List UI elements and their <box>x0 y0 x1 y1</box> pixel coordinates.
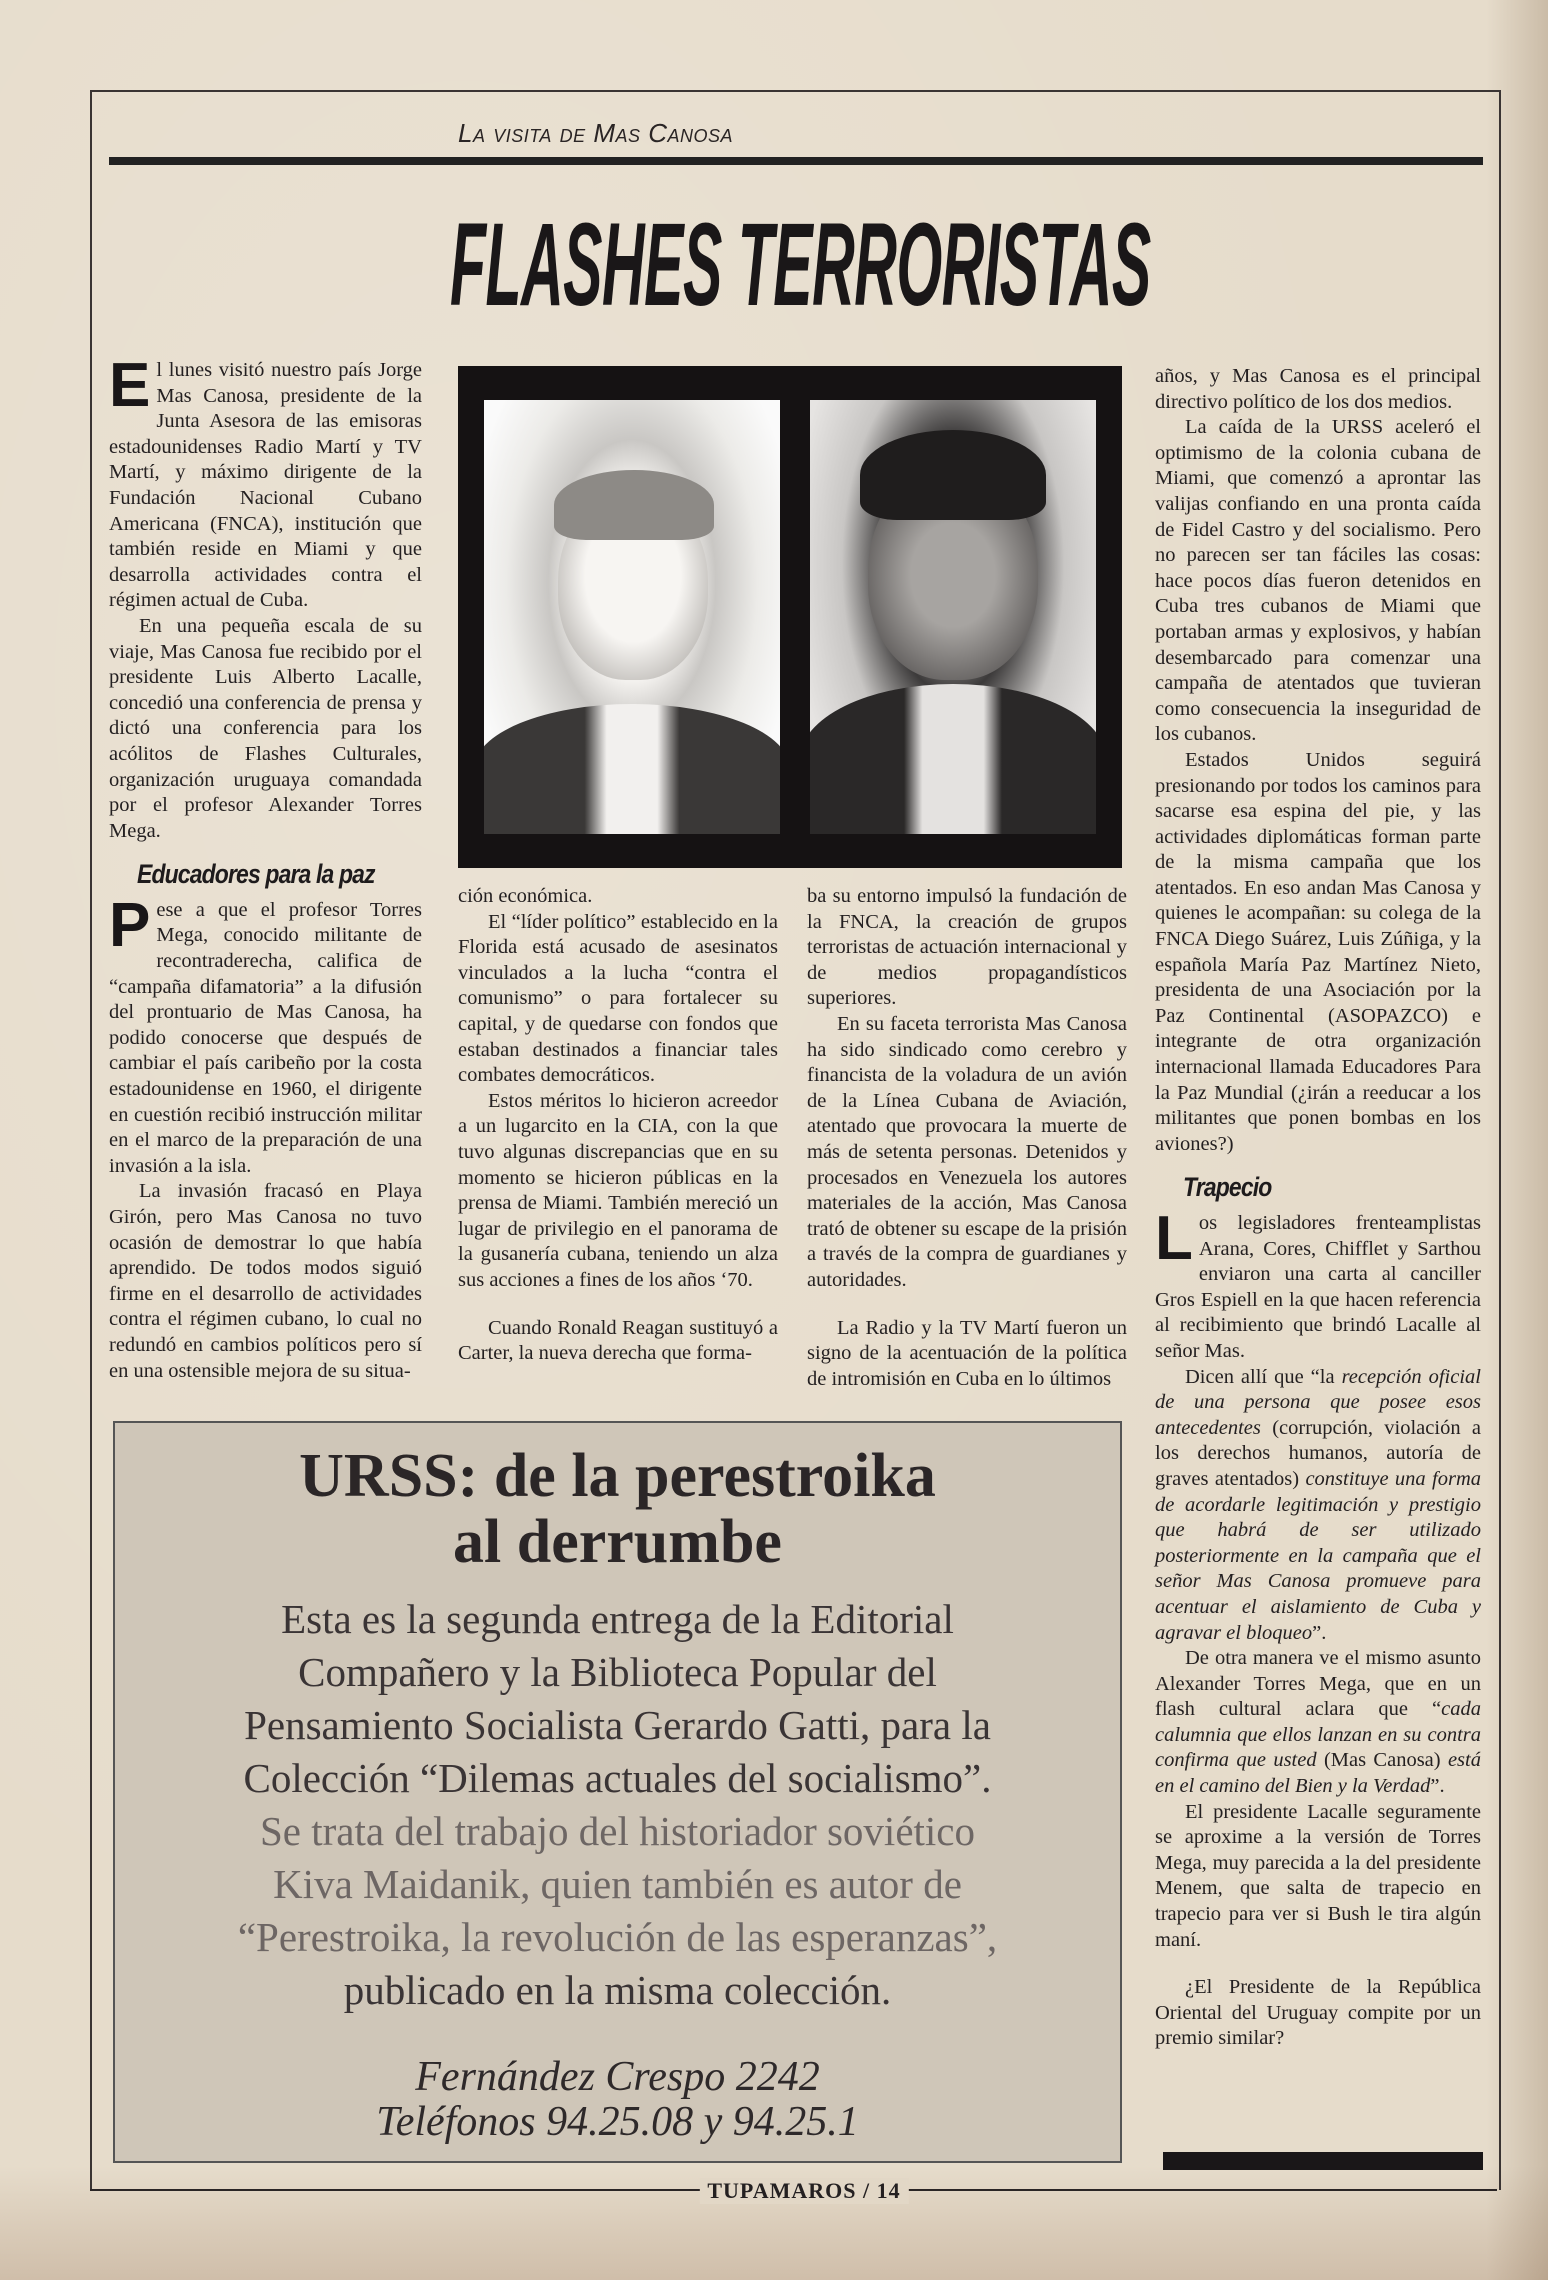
text-run: De otra manera ve el mismo asunto Alexander Torres Mega, que en un flash cultural aclara que “ <box>1155 1647 1481 1721</box>
text-run: (corrupción, violación a los derechos humanos, autoría de graves atentados) <box>1155 1416 1481 1490</box>
article-column-3 <box>807 884 1127 1392</box>
quote-italic: cada calumnia que ellos lanzan en su contra confirma que usted <box>1155 1698 1481 1772</box>
ad-body-line: Esta es la segunda entrega de la Editorial <box>281 1596 954 1642</box>
photo-panel <box>458 366 1122 868</box>
quote-italic: recepción oficial de una persona que posee esos antecedentes <box>1155 1365 1481 1439</box>
advertisement-box <box>113 1421 1122 2163</box>
paragraph: ¿El Presidente de la República Oriental del Uruguay compite por un premio similar? <box>1155 1976 1481 2050</box>
ad-body-line: publicado en la misma colección. <box>343 1967 892 2013</box>
paragraph: años, y Mas Canosa es el principal directivo político de los dos medios. <box>1155 365 1481 413</box>
article-column-2 <box>458 884 778 1367</box>
portrait-photo-left <box>484 400 780 834</box>
hair-shape <box>860 430 1046 520</box>
text-run: ”. <box>1312 1621 1327 1644</box>
paragraph: ción económica. <box>458 885 593 907</box>
paragraph: ba su entorno impulsó la fundación de la FNCA, la creación de grupos terroristas de actuación internacional y de medios propagandísticos superiores. <box>807 885 1127 1010</box>
paragraph <box>1155 1646 1481 1800</box>
ad-body-line: Kiva Maidanik, quien también es autor de <box>273 1861 962 1907</box>
headline: FLASHES TERRORISTAS <box>450 199 1151 331</box>
suit-shape <box>810 684 1096 834</box>
drop-cap: L <box>1155 1204 1193 1273</box>
paragraph: El “líder político” establecido en la Florida está acusado de asesinatos vinculados a la lucha “contra el comunismo” o para fortalecer su capital, y de quedarse con fondos que estaban destinados a financiar tales combates democráticos. <box>458 910 778 1087</box>
end-bar <box>1163 2152 1483 2170</box>
subheading-trapecio: Trapecio <box>1183 1172 1272 1203</box>
paragraph: En una pequeña escala de su viaje, Mas Canosa fue recibido por el presidente Luis Alberto Lacalle, concedió una conferencia de prensa y dictó una conferencia para los acólitos de Flashes Culturales, organización uruguaya comandada por el profesor Alexander Torres Mega. <box>109 614 422 842</box>
ad-body-line: Pensamiento Socialista Gerardo Gatti, para la <box>244 1702 991 1748</box>
ad-phone-line: Teléfonos 94.25.08 y 94.25.1 <box>376 2099 859 2145</box>
paragraph <box>1155 1365 1481 1647</box>
quote-italic: constituye una forma de acordarle legitimación y prestigio que habrá de ser utilizado posteriormente en la campaña que el señor Mas Canosa promueve para acentuar el aislamiento de Cuba y agravar el bloqueo <box>1155 1467 1481 1644</box>
paragraph <box>1155 1204 1481 1365</box>
portrait-photo-right <box>810 400 1096 834</box>
ad-title-line: URSS: de la perestroika <box>299 1442 936 1510</box>
page-footer <box>90 2178 1497 2203</box>
article-column-4 <box>1155 364 1481 2052</box>
text-run: (Mas Canosa) <box>1316 1749 1448 1772</box>
paragraph <box>109 351 422 614</box>
ad-body-line: Se trata del trabajo del historiador soviético <box>260 1808 975 1854</box>
drop-cap: P <box>109 890 151 960</box>
suit-shape <box>484 704 780 834</box>
paragraph: Estados Unidos seguirá presionando por todos los caminos para sacarse esa espina del pie, y las actividades diplomáticas forman parte de la misma campaña que los atentados. En eso andan Mas Canosa y quienes le acompañan: su colega de la FNCA Diego Suárez, Luis Zúñiga, y la española María Paz Martínez Nieto, presidenta de una Asociación por la Paz Continental (ASOPAZCO) e integrante de otra organización internacional llamada Educadores Para la Paz Mundial (¿irán a reeducar a los militantes que ponen bombas en los aviones?) <box>1155 748 1481 1155</box>
paragraph: La Radio y la TV Martí fueron un signo de la acentuación de la política de intromisión en Cuba en lo últimos <box>807 1316 1127 1390</box>
footer-page-label: TUPAMAROS / 14 <box>699 2178 908 2204</box>
paragraph: El presidente Lacalle seguramente se aproxime a la versión de Torres Mega, muy parecida a la del presidente Menem, que salta de trapecio en trapecio para ver si Bush le tira algún maní. <box>1155 1800 1481 1951</box>
ad-address-line: Fernández Crespo 2242 <box>415 2054 820 2100</box>
paragraph: En su faceta terrorista Mas Canosa ha sido sindicado como cerebro y financista de la voladura de un avión de la Línea Cubana de Aviación, atentado que provocara la muerte de más de setenta personas. Detenidos y procesados en Venezuela los autores materiales de la acción, Mas Canosa trató de obtener su escape de la prisión a través de la compra de guardianes y autoridades. <box>807 1012 1127 1291</box>
article-column-1 <box>109 351 422 1384</box>
ad-body-line: Compañero y la Biblioteca Popular del <box>298 1649 937 1695</box>
ad-body-line: Colección “Dilemas actuales del socialismo”. <box>243 1755 992 1801</box>
ad-body-line: “Perestroika, la revolución de las esperanzas”, <box>237 1914 998 1960</box>
paragraph: La invasión fracasó en Playa Girón, pero Mas Canosa no tuvo ocasión de demostrar lo que había aprendido. De todos modos siguió firme en el desarrollo de actividades contra el régimen cubano, lo cual no redundó en cambios políticos pero sí en una ostensible mejora de su situa- <box>109 1180 422 1382</box>
paragraph: La caída de la URSS aceleró el optimismo de la colonia cubana de Miami, que comenzó a aprontar las valijas confiando en una pronta caída de Fidel Castro y del socialismo. Pero no parecen ser tan fáciles las cosas: hace pocos días fueron detenidos en Cuba tres cubanos de Miami que portaban armas y explosivos, y habían desembarcado para comenzar una campaña de atentados que tuvieran como consecuencia la inseguridad de los cubanos. <box>1155 416 1481 746</box>
paragraph-text: os legisladores frenteamplistas Arana, Cores, Chifflet y Sarthou enviaron una carta al canciller Gros Espiell en la que hacen referencia al recibimiento que brindó Lacalle al señor Mas. <box>1155 1212 1481 1362</box>
subheading-educadores: Educadores para la paz <box>137 859 375 890</box>
paragraph: Cuando Ronald Reagan sustituyó a Carter, la nueva derecha que forma- <box>458 1316 778 1365</box>
quote-italic: está en el camino del Bien y la Verdad <box>1155 1749 1481 1798</box>
ad-title-line: al derrumbe <box>453 1508 782 1576</box>
text-run: ”. <box>1430 1775 1445 1798</box>
hair-shape <box>554 470 714 540</box>
paragraph-text: ese a que el profesor Torres Mega, conocido militante de recontraderecha, califica de “campaña difamatoria” a la difusión del prontuario de Mas Canosa, ha podido conocerse que después de cambiar el país caribeño por la costa estadounidense en 1960, el dirigente en cuestión recibió instrucción militar en el marco de la preparación de una invasión a la isla. <box>109 898 422 1177</box>
paragraph-text: l lunes visitó nuestro país Jorge Mas Canosa, presidente de la Junta Asesora de las emisoras estadounidenses Radio Martí y TV Martí, y máximo dirigente de la Fundación Nacional Cubano Americana (FNCA), institución que también reside en Miami y que desarrolla actividades contra el régimen actual de Cuba. <box>109 359 422 612</box>
drop-cap: E <box>109 351 151 420</box>
top-rule <box>109 157 1483 165</box>
paragraph: Estos méritos lo hicieron acreedor a un lugarcito en la CIA, con la que tuvo algunas discrepancias que en su momento se hicieron públicas en la prensa de Miami. También mereció un lugar de privilegio en el panorama de la gusanería cubana, teniendo un alza sus acciones a fines de los años ‘70. <box>458 1089 778 1291</box>
text-run: Dicen allí que “la <box>1185 1365 1342 1388</box>
paragraph <box>109 890 422 1180</box>
section-kicker: La visita de Mas Canosa <box>458 118 734 148</box>
